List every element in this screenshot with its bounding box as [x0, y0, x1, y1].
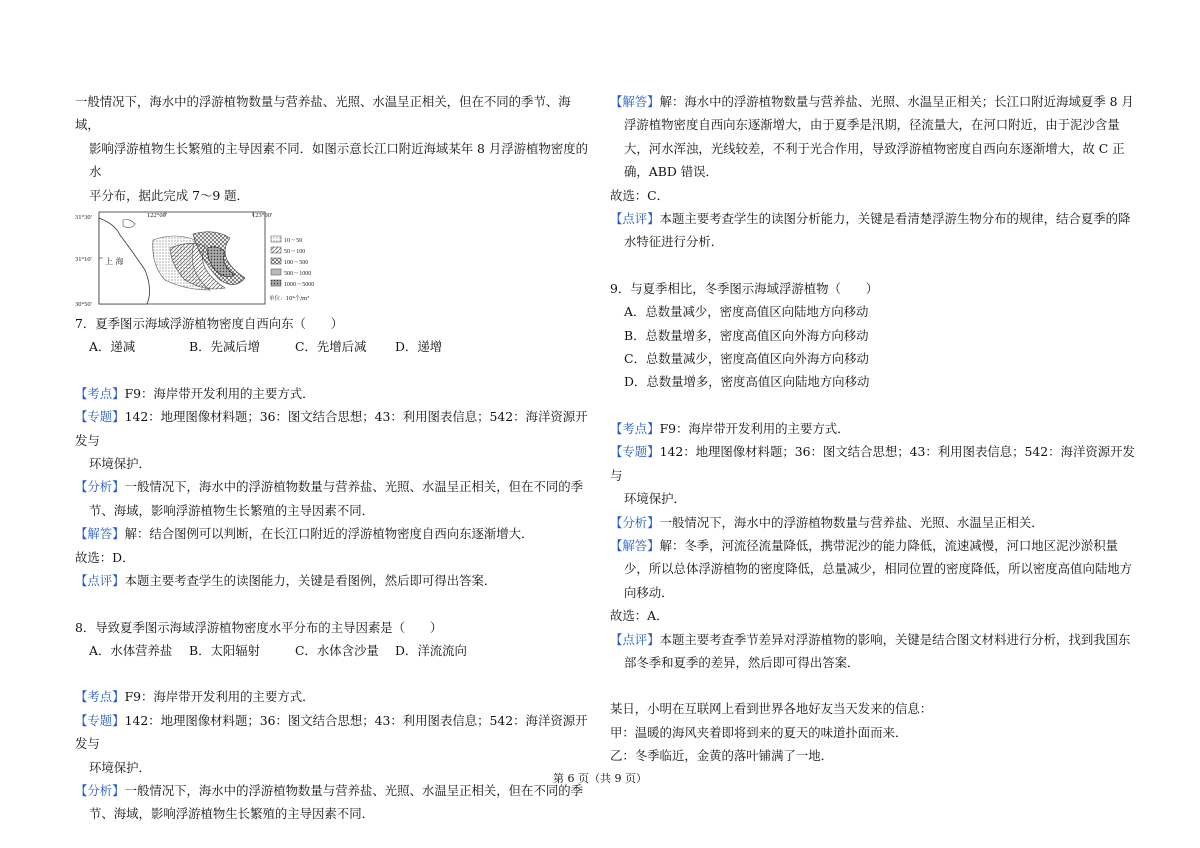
- option-c: C．水体含沙量: [295, 642, 379, 658]
- tag-label: 【解答】: [610, 537, 660, 553]
- lat-label-bottom: 30°50': [75, 301, 92, 309]
- q8-jieda-cont: 大，河水浑浊，光线较差，不利于光合作用，导致浮游植物密度自西向东逐渐增大，故 C 正: [624, 140, 1125, 156]
- legend-item: 10 ~ 50: [284, 238, 303, 245]
- tag-label: 【专题】: [75, 409, 125, 425]
- intro-line: 平分布，据此完成 7～9 题．: [89, 187, 249, 203]
- option-d: D．总数量增多，密度高值区向陆地方向移动: [624, 374, 870, 390]
- q8-jieda: 【解答】解：海水中的浮游植物数量与营养盐、光照、水温呈正相关；长江口附近海域夏季 8 月: [610, 94, 1134, 109]
- option-d: D．洋流流向: [395, 642, 467, 658]
- q9-zhuanti: 【专题】142：地理图像材料题；36：图文结合思想；43：利用图表信息；542：海洋资源开发与: [610, 444, 1135, 483]
- lon-label-1: 122°00': [147, 212, 168, 220]
- option-b: B．总数量增多，密度高值区向外海方向移动: [624, 327, 869, 343]
- right-column: [610, 90, 1135, 768]
- q8-dianping-cont: 水特征进行分析．: [624, 234, 724, 250]
- option-c: C．总数量减少，密度高值区向外海方向移动: [624, 351, 869, 367]
- tag-label: 【点评】: [75, 573, 125, 589]
- q9-dianping: 【点评】本题主要考查季节差异对浮游植物的影响，关键是结合图文材料进行分析，找到我国东: [610, 631, 1131, 647]
- map-svg: [75, 210, 455, 308]
- q9-jieda-cont: 向移动．: [624, 584, 674, 600]
- q7-fenxi: 【分析】一般情况下，海水中的浮游植物数量与营养盐、光照、水温呈正相关，但在不同的季: [75, 479, 584, 495]
- legend-item: 1000 ~ 5000: [284, 282, 315, 289]
- q8-answer: 故选：C．: [610, 187, 670, 203]
- option-b: B．先减后增: [189, 339, 261, 355]
- legend-item: 100 ~ 500: [284, 260, 309, 267]
- q9-fenxi: 【分析】一般情况下，海水中的浮游植物数量与营养盐、光照、水温呈正相关．: [610, 514, 1044, 530]
- question-8-options: [75, 639, 595, 662]
- q9-jieda-cont: 少，所以总体浮游植物的密度降低，总量减少，相同位置的密度降低，所以密度高值向陆地方: [624, 561, 1133, 577]
- lat-label-top: 31°30': [75, 214, 92, 222]
- q9-zhuanti-cont: 环境保护．: [624, 491, 686, 507]
- q8-zhuanti-cont: 环境保护．: [89, 759, 151, 775]
- q8-fenxi-cont: 节、海域，影响浮游植物生长繁殖的主导因素不同．: [89, 806, 374, 822]
- q7-zhuanti-cont: 环境保护．: [89, 456, 151, 472]
- legend-item: 50 ~ 100: [284, 249, 306, 256]
- legend-unit: 单位：10⁴个/m³: [269, 296, 310, 303]
- q9-dianping-cont: 部冬季和夏季的差异，然后即可得出答案．: [624, 654, 860, 670]
- tag-label: 【解答】: [610, 94, 660, 109]
- q9-jieda: 【解答】解：冬季，河流径流量降低，携带泥沙的能力降低，流速减慢，河口地区泥沙淤积量: [610, 537, 1119, 553]
- page-footer: 第 6 页（共 9 页）: [553, 772, 647, 785]
- q8-zhuanti: 【专题】142：地理图像材料题；36：图文结合思想；43：利用图表信息；542：海洋资源开发与: [75, 712, 588, 752]
- q7-zhuanti: 【专题】142：地理图像材料题；36：图文结合思想；43：利用图表信息；542：海洋资源开发与: [75, 409, 588, 448]
- q8-fenxi: 【分析】一般情况下，海水中的浮游植物数量与营养盐、光照、水温呈正相关，但在不同的季: [75, 782, 584, 798]
- q7-jieda: 【解答】解：结合图例可以判断，在长江口附近的浮游植物密度自西向东逐渐增大．: [75, 526, 534, 542]
- tag-label: 【考点】: [75, 385, 125, 401]
- tag-label: 【解答】: [75, 526, 125, 542]
- q8-kaodian: 【考点】F9：海岸带开发利用的主要方式．: [75, 689, 315, 705]
- q8-jieda-cont: 浮游植物密度自西向东逐渐增大，由于夏季是汛期，径流量大，在河口附近，由于泥沙含量: [624, 117, 1120, 133]
- option-a: A．水体营养盐: [89, 642, 173, 658]
- q7-fenxi-cont: 节、海域，影响浮游植物生长繁殖的主导因素不同．: [89, 502, 374, 518]
- question-7-options: [75, 335, 595, 358]
- option-c: C．先增后减: [295, 339, 367, 355]
- intro-line: 影响浮游植物生长繁殖的主导因素不同．如图示意长江口附近海域某年 8 月浮游植物密度的水: [89, 140, 588, 180]
- tag-label: 【考点】: [75, 689, 125, 705]
- tag-label: 【专题】: [610, 444, 660, 460]
- tag-label: 【分析】: [75, 479, 125, 495]
- lon-label-2: 123°00': [252, 212, 273, 220]
- q8-jieda-cont: 确，ABD 错误．: [624, 164, 718, 180]
- question-8-stem: 8．导致夏季图示海域浮游植物密度水平分布的主导因素是（ ）: [75, 619, 443, 635]
- q9-kaodian: 【考点】F9：海岸带开发利用的主要方式．: [610, 420, 850, 436]
- tag-label: 【专题】: [75, 712, 125, 728]
- tag-label: 【分析】: [75, 782, 125, 798]
- option-a: A．递减: [89, 339, 136, 355]
- q9-answer: 故选：A．: [610, 608, 669, 624]
- next-intro-line: 乙：冬季临近，金黄的落叶铺满了一地．: [610, 748, 834, 764]
- option-d: D．递增: [395, 339, 443, 355]
- lat-label-mid: 31°10': [75, 256, 92, 264]
- next-intro-line: 甲：温暖的海风夹着即将到来的夏天的味道扑面而来．: [610, 724, 908, 740]
- city-label: 上 海: [105, 257, 124, 267]
- q7-answer: 故选：D．: [75, 549, 135, 565]
- question-9-stem: 9．与夏季相比，冬季图示海域浮游植物（ ）: [610, 280, 879, 296]
- map-legend: [269, 236, 314, 302]
- q8-dianping: 【点评】本题主要考查学生的读图分析能力，关键是看清楚浮游生物分布的规律，结合夏季的降: [610, 211, 1131, 227]
- next-intro-line: 某日，小明在互联网上看到世界各地好友当天发来的信息：: [610, 701, 933, 717]
- tag-label: 【点评】: [610, 631, 660, 647]
- q7-dianping: 【点评】本题主要考查学生的读图能力，关键是看图例，然后即可得出答案．: [75, 573, 497, 589]
- tag-label: 【分析】: [610, 514, 660, 530]
- option-a: A．总数量减少，密度高值区向陆地方向移动: [624, 304, 869, 320]
- tag-label: 【点评】: [610, 211, 660, 227]
- tag-label: 【考点】: [610, 420, 660, 436]
- option-b: B．太阳辐射: [189, 642, 261, 658]
- intro-line: 一般情况下，海水中的浮游植物数量与营养盐、光照、水温呈正相关，但在不同的季节、海域，: [75, 94, 571, 133]
- question-7-stem: 7．夏季图示海域浮游植物密度自西向东（ ）: [75, 316, 344, 332]
- plankton-density-map: [75, 210, 455, 308]
- left-column: [75, 90, 595, 826]
- q7-kaodian: 【考点】F9：海岸带开发利用的主要方式．: [75, 385, 315, 401]
- legend-item: 500 ~ 1000: [284, 271, 312, 278]
